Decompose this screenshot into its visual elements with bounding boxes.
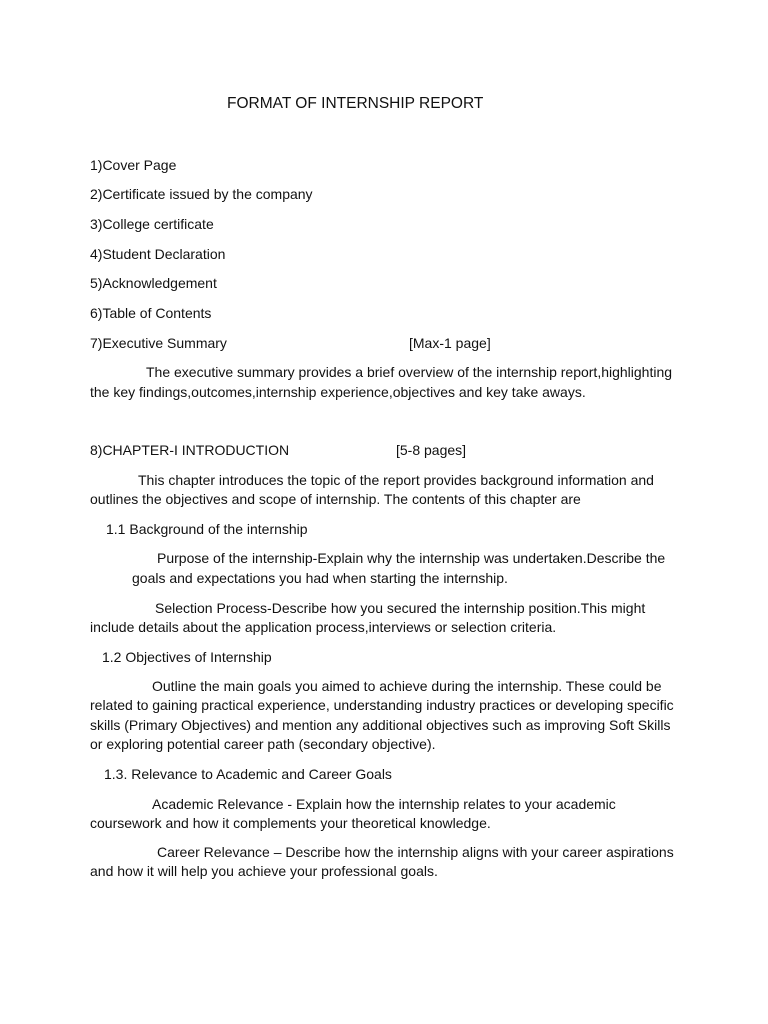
- section-1-1-heading: 1.1 Background of the internship: [106, 521, 308, 537]
- toc-item-student-declaration: 4)Student Declaration: [90, 246, 226, 262]
- document-title: FORMAT OF INTERNSHIP REPORT: [227, 95, 484, 112]
- objectives-text-line-2: related to gaining practical experience, understanding industry practices or developing specific: [90, 697, 674, 713]
- chapter-1-intro-line-2: outlines the objectives and scope of internship. The contents of this chapter are: [90, 491, 581, 507]
- section-1-2-heading: 1.2 Objectives of Internship: [102, 649, 272, 665]
- section-1-3-heading: 1.3. Relevance to Academic and Career Goals: [104, 766, 392, 782]
- toc-item-cover-page: 1)Cover Page: [90, 157, 177, 173]
- toc-item-acknowledgement: 5)Acknowledgement: [90, 275, 217, 291]
- executive-summary-page-limit: [Max-1 page]: [409, 335, 491, 351]
- chapter-1-intro-line-1: This chapter introduces the topic of the report provides background information and: [138, 472, 654, 488]
- objectives-text-line-4: or exploring potential career path (secondary objective).: [90, 736, 436, 752]
- executive-summary-text-line-2: the key findings,outcomes,internship experience,objectives and key take aways.: [90, 384, 586, 400]
- purpose-text-line-2: goals and expectations you had when starting the internship.: [132, 570, 508, 586]
- academic-relevance-line-1: Academic Relevance - Explain how the internship relates to your academic: [152, 796, 616, 812]
- objectives-text-line-1: Outline the main goals you aimed to achieve during the internship. These could be: [152, 678, 662, 694]
- chapter-1-page-range: [5-8 pages]: [396, 442, 467, 458]
- selection-text-line-2: include details about the application process,interviews or selection criteria.: [90, 619, 557, 635]
- toc-item-company-certificate: 2)Certificate issued by the company: [90, 186, 313, 202]
- selection-text-line-1: Selection Process-Describe how you secured the internship position.This might: [155, 600, 646, 616]
- chapter-1-heading: 8)CHAPTER-I INTRODUCTION: [90, 442, 290, 458]
- executive-summary-text-line-1: The executive summary provides a brief overview of the internship report,highlighting: [146, 364, 673, 380]
- career-relevance-line-2: and how it will help you achieve your professional goals.: [90, 863, 438, 879]
- toc-item-table-of-contents: 6)Table of Contents: [90, 305, 212, 321]
- career-relevance-line-1: Career Relevance – Describe how the internship aligns with your career aspirations: [157, 844, 674, 860]
- toc-item-college-certificate: 3)College certificate: [90, 216, 214, 232]
- academic-relevance-line-2: coursework and how it complements your theoretical knowledge.: [90, 815, 491, 831]
- objectives-text-line-3: skills (Primary Objectives) and mention any additional objectives such as improving Soft Skills: [90, 717, 671, 733]
- toc-item-executive-summary: 7)Executive Summary: [90, 335, 227, 351]
- purpose-text-line-1: Purpose of the internship-Explain why the internship was undertaken.Describe the: [157, 550, 666, 566]
